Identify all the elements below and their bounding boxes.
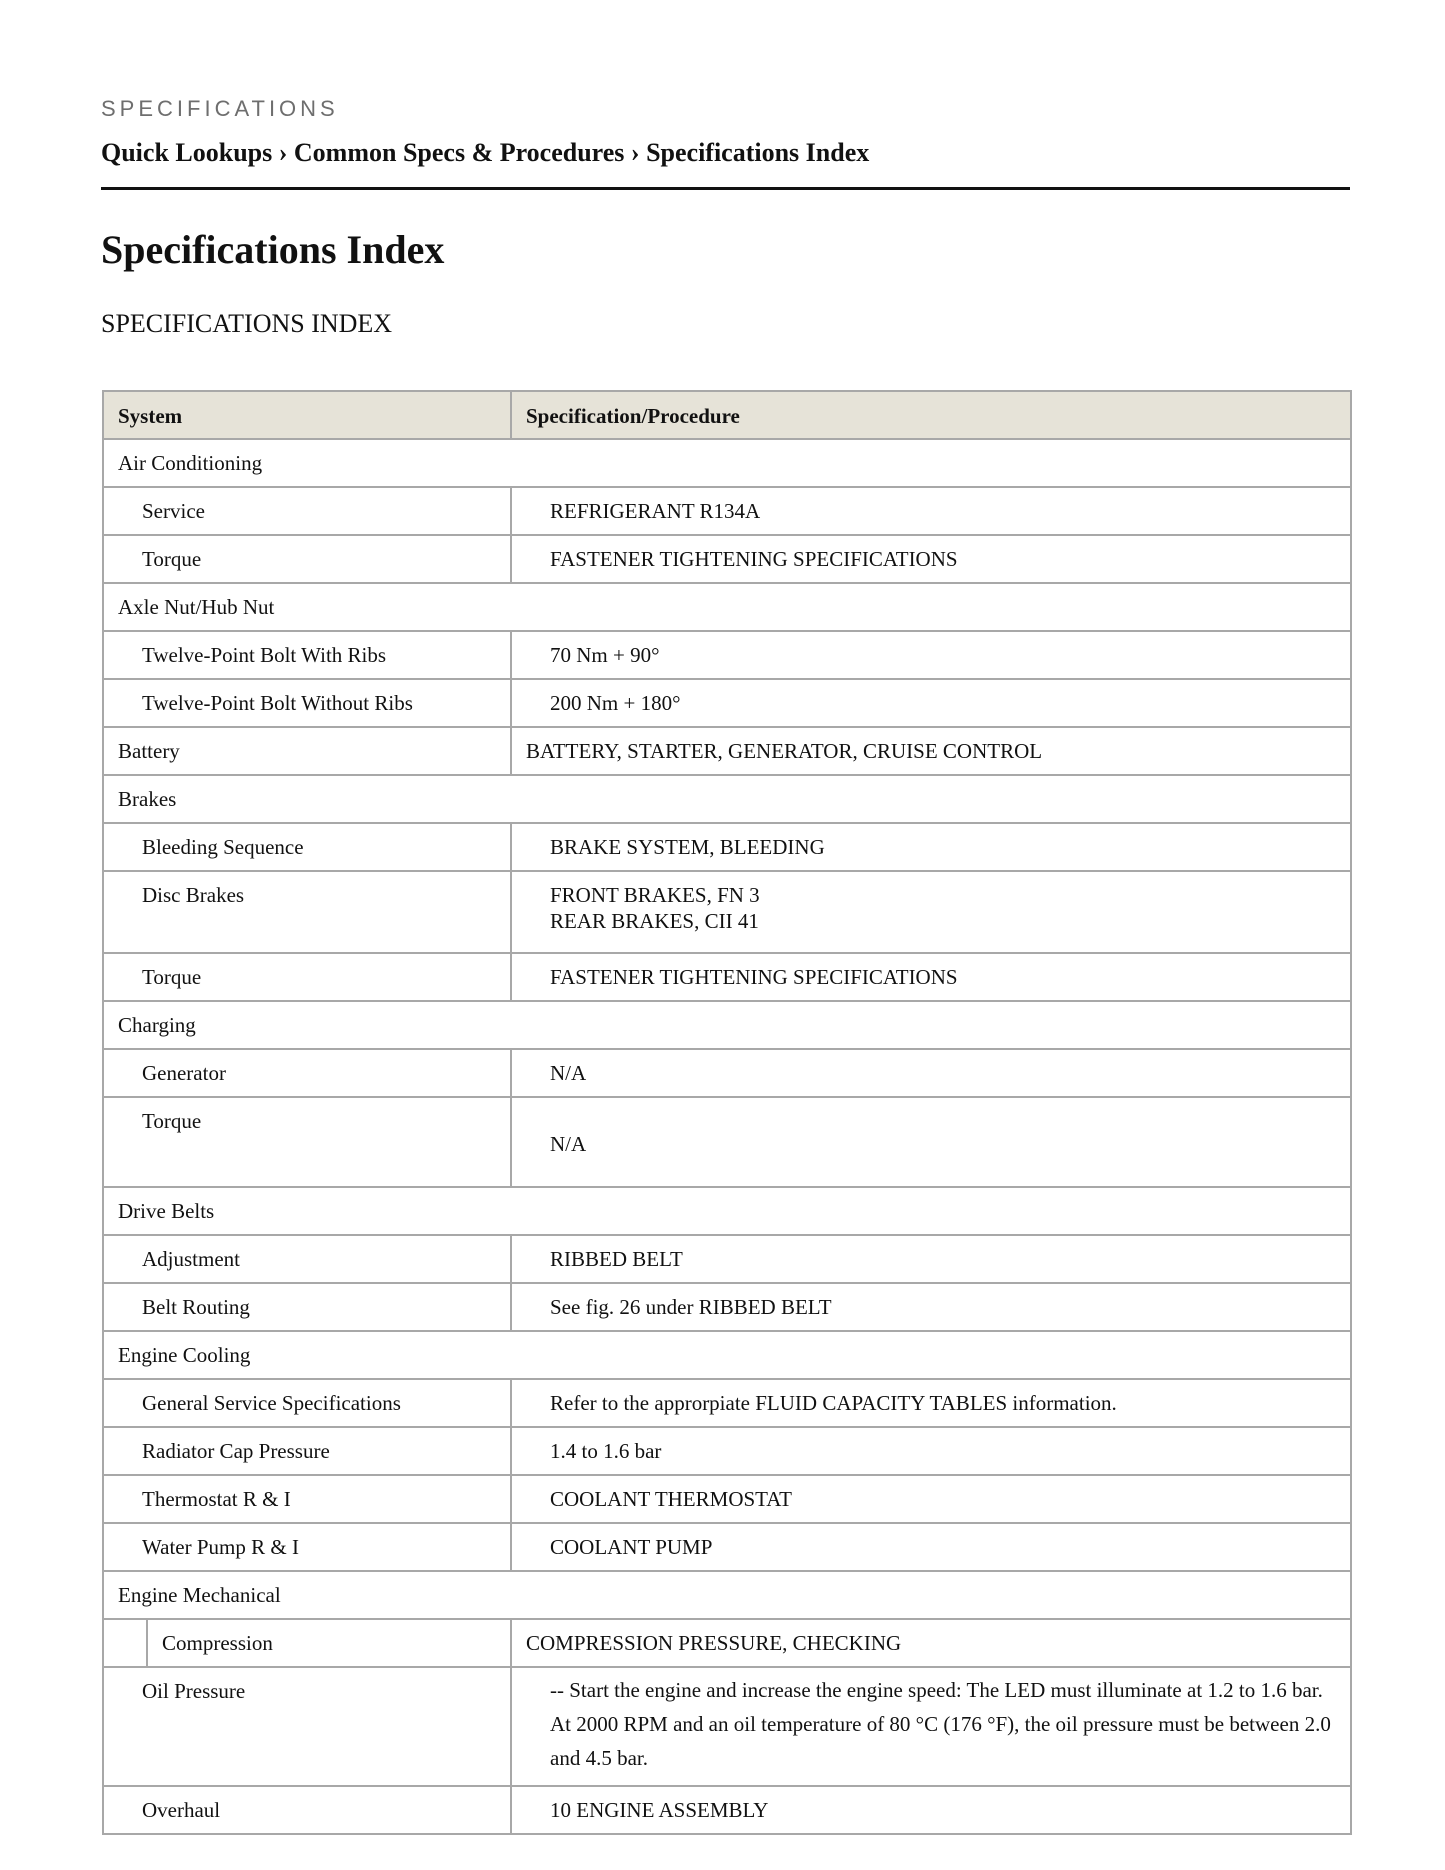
table-row: [103, 953, 1351, 1001]
spec-cell: FASTENER TIGHTENING SPECIFICATIONS: [511, 535, 1351, 583]
table-row: [103, 1097, 1351, 1187]
group-row: [103, 1001, 1351, 1049]
table-row: [103, 631, 1351, 679]
group-label: Charging: [103, 1001, 1351, 1049]
spec-cell: -- Start the engine and increase the engine speed: The LED must illuminate at 1.2 to 1.6 bar. At 2000 RPM and an oil temperature of 80 °C (176 °F), the oil pressure must be between 2.0 and 4.5 bar.: [511, 1667, 1351, 1786]
table-row: [103, 1379, 1351, 1427]
spec-cell: REFRIGERANT R134A: [511, 487, 1351, 535]
table-row: [103, 1786, 1351, 1834]
system-cell: General Service Specifications: [103, 1379, 511, 1427]
system-cell: Torque: [103, 953, 511, 1001]
group-row: [103, 1331, 1351, 1379]
group-label: Engine Cooling: [103, 1331, 1351, 1379]
spec-line: REAR BRAKES, CII 41: [550, 909, 759, 933]
spec-cell: FASTENER TIGHTENING SPECIFICATIONS: [511, 953, 1351, 1001]
spec-cell: COOLANT PUMP: [511, 1523, 1351, 1571]
table-row: [103, 1667, 1351, 1786]
table-row: [103, 1427, 1351, 1475]
system-cell: Thermostat R & I: [103, 1475, 511, 1523]
group-label: Drive Belts: [103, 1187, 1351, 1235]
table-row: [103, 823, 1351, 871]
system-cell: [103, 1619, 511, 1667]
page-title: Specifications Index: [101, 227, 445, 272]
column-header-specification: Specification/Procedure: [511, 391, 1351, 439]
system-cell: Service: [103, 487, 511, 535]
group-label: Engine Mechanical: [103, 1571, 1351, 1619]
table-row: [103, 1049, 1351, 1097]
page-subtitle: SPECIFICATIONS INDEX: [101, 309, 393, 338]
specifications-table: [102, 390, 1352, 1835]
system-cell: Belt Routing: [103, 1283, 511, 1331]
group-row: [103, 439, 1351, 487]
spec-cell: N/A: [511, 1097, 1351, 1187]
spec-cell: 200 Nm + 180°: [511, 679, 1351, 727]
group-row: [103, 1571, 1351, 1619]
spec-cell: COMPRESSION PRESSURE, CHECKING: [511, 1619, 1351, 1667]
spec-cell: N/A: [511, 1049, 1351, 1097]
system-cell: Water Pump R & I: [103, 1523, 511, 1571]
system-cell: Bleeding Sequence: [103, 823, 511, 871]
spec-cell: [511, 871, 1351, 953]
table-row: [103, 487, 1351, 535]
system-cell: Adjustment: [103, 1235, 511, 1283]
system-cell: Oil Pressure: [103, 1667, 511, 1786]
system-cell: Torque: [103, 1097, 511, 1187]
system-cell: Battery: [103, 727, 511, 775]
spec-cell: See fig. 26 under RIBBED BELT: [511, 1283, 1351, 1331]
group-label: Axle Nut/Hub Nut: [103, 583, 1351, 631]
table-row: [103, 535, 1351, 583]
column-header-system: System: [103, 391, 511, 439]
table-row: [103, 1523, 1351, 1571]
table-row: [103, 871, 1351, 953]
system-cell: Twelve-Point Bolt With Ribs: [103, 631, 511, 679]
table-row: [103, 1235, 1351, 1283]
spec-line: FRONT BRAKES, FN 3: [550, 883, 760, 907]
spec-cell: BATTERY, STARTER, GENERATOR, CRUISE CONTROL: [511, 727, 1351, 775]
system-cell: Disc Brakes: [103, 871, 511, 953]
group-label: Brakes: [103, 775, 1351, 823]
table-row: [103, 727, 1351, 775]
spec-cell: 70 Nm + 90°: [511, 631, 1351, 679]
table-header-row: [103, 391, 1351, 439]
system-cell: Generator: [103, 1049, 511, 1097]
spec-cell: RIBBED BELT: [511, 1235, 1351, 1283]
header-divider: [101, 187, 1350, 190]
breadcrumb: Quick Lookups › Common Specs & Procedures › Specifications Index: [101, 138, 870, 167]
system-cell: Twelve-Point Bolt Without Ribs: [103, 679, 511, 727]
nested-indent: [104, 1620, 148, 1666]
group-row: [103, 1187, 1351, 1235]
table-row: [103, 679, 1351, 727]
spec-cell: COOLANT THERMOSTAT: [511, 1475, 1351, 1523]
group-row: [103, 775, 1351, 823]
group-label: Air Conditioning: [103, 439, 1351, 487]
system-cell: Overhaul: [103, 1786, 511, 1834]
table-row: [103, 1283, 1351, 1331]
group-row: [103, 583, 1351, 631]
spec-cell: BRAKE SYSTEM, BLEEDING: [511, 823, 1351, 871]
spec-cell: 1.4 to 1.6 bar: [511, 1427, 1351, 1475]
system-label: Compression: [162, 1631, 273, 1655]
section-label: SPECIFICATIONS: [101, 96, 339, 121]
spec-cell: Refer to the approrpiate FLUID CAPACITY TABLES information.: [511, 1379, 1351, 1427]
spec-cell: 10 ENGINE ASSEMBLY: [511, 1786, 1351, 1834]
table-row: [103, 1619, 1351, 1667]
system-cell: Torque: [103, 535, 511, 583]
system-cell: Radiator Cap Pressure: [103, 1427, 511, 1475]
table-row: [103, 1475, 1351, 1523]
